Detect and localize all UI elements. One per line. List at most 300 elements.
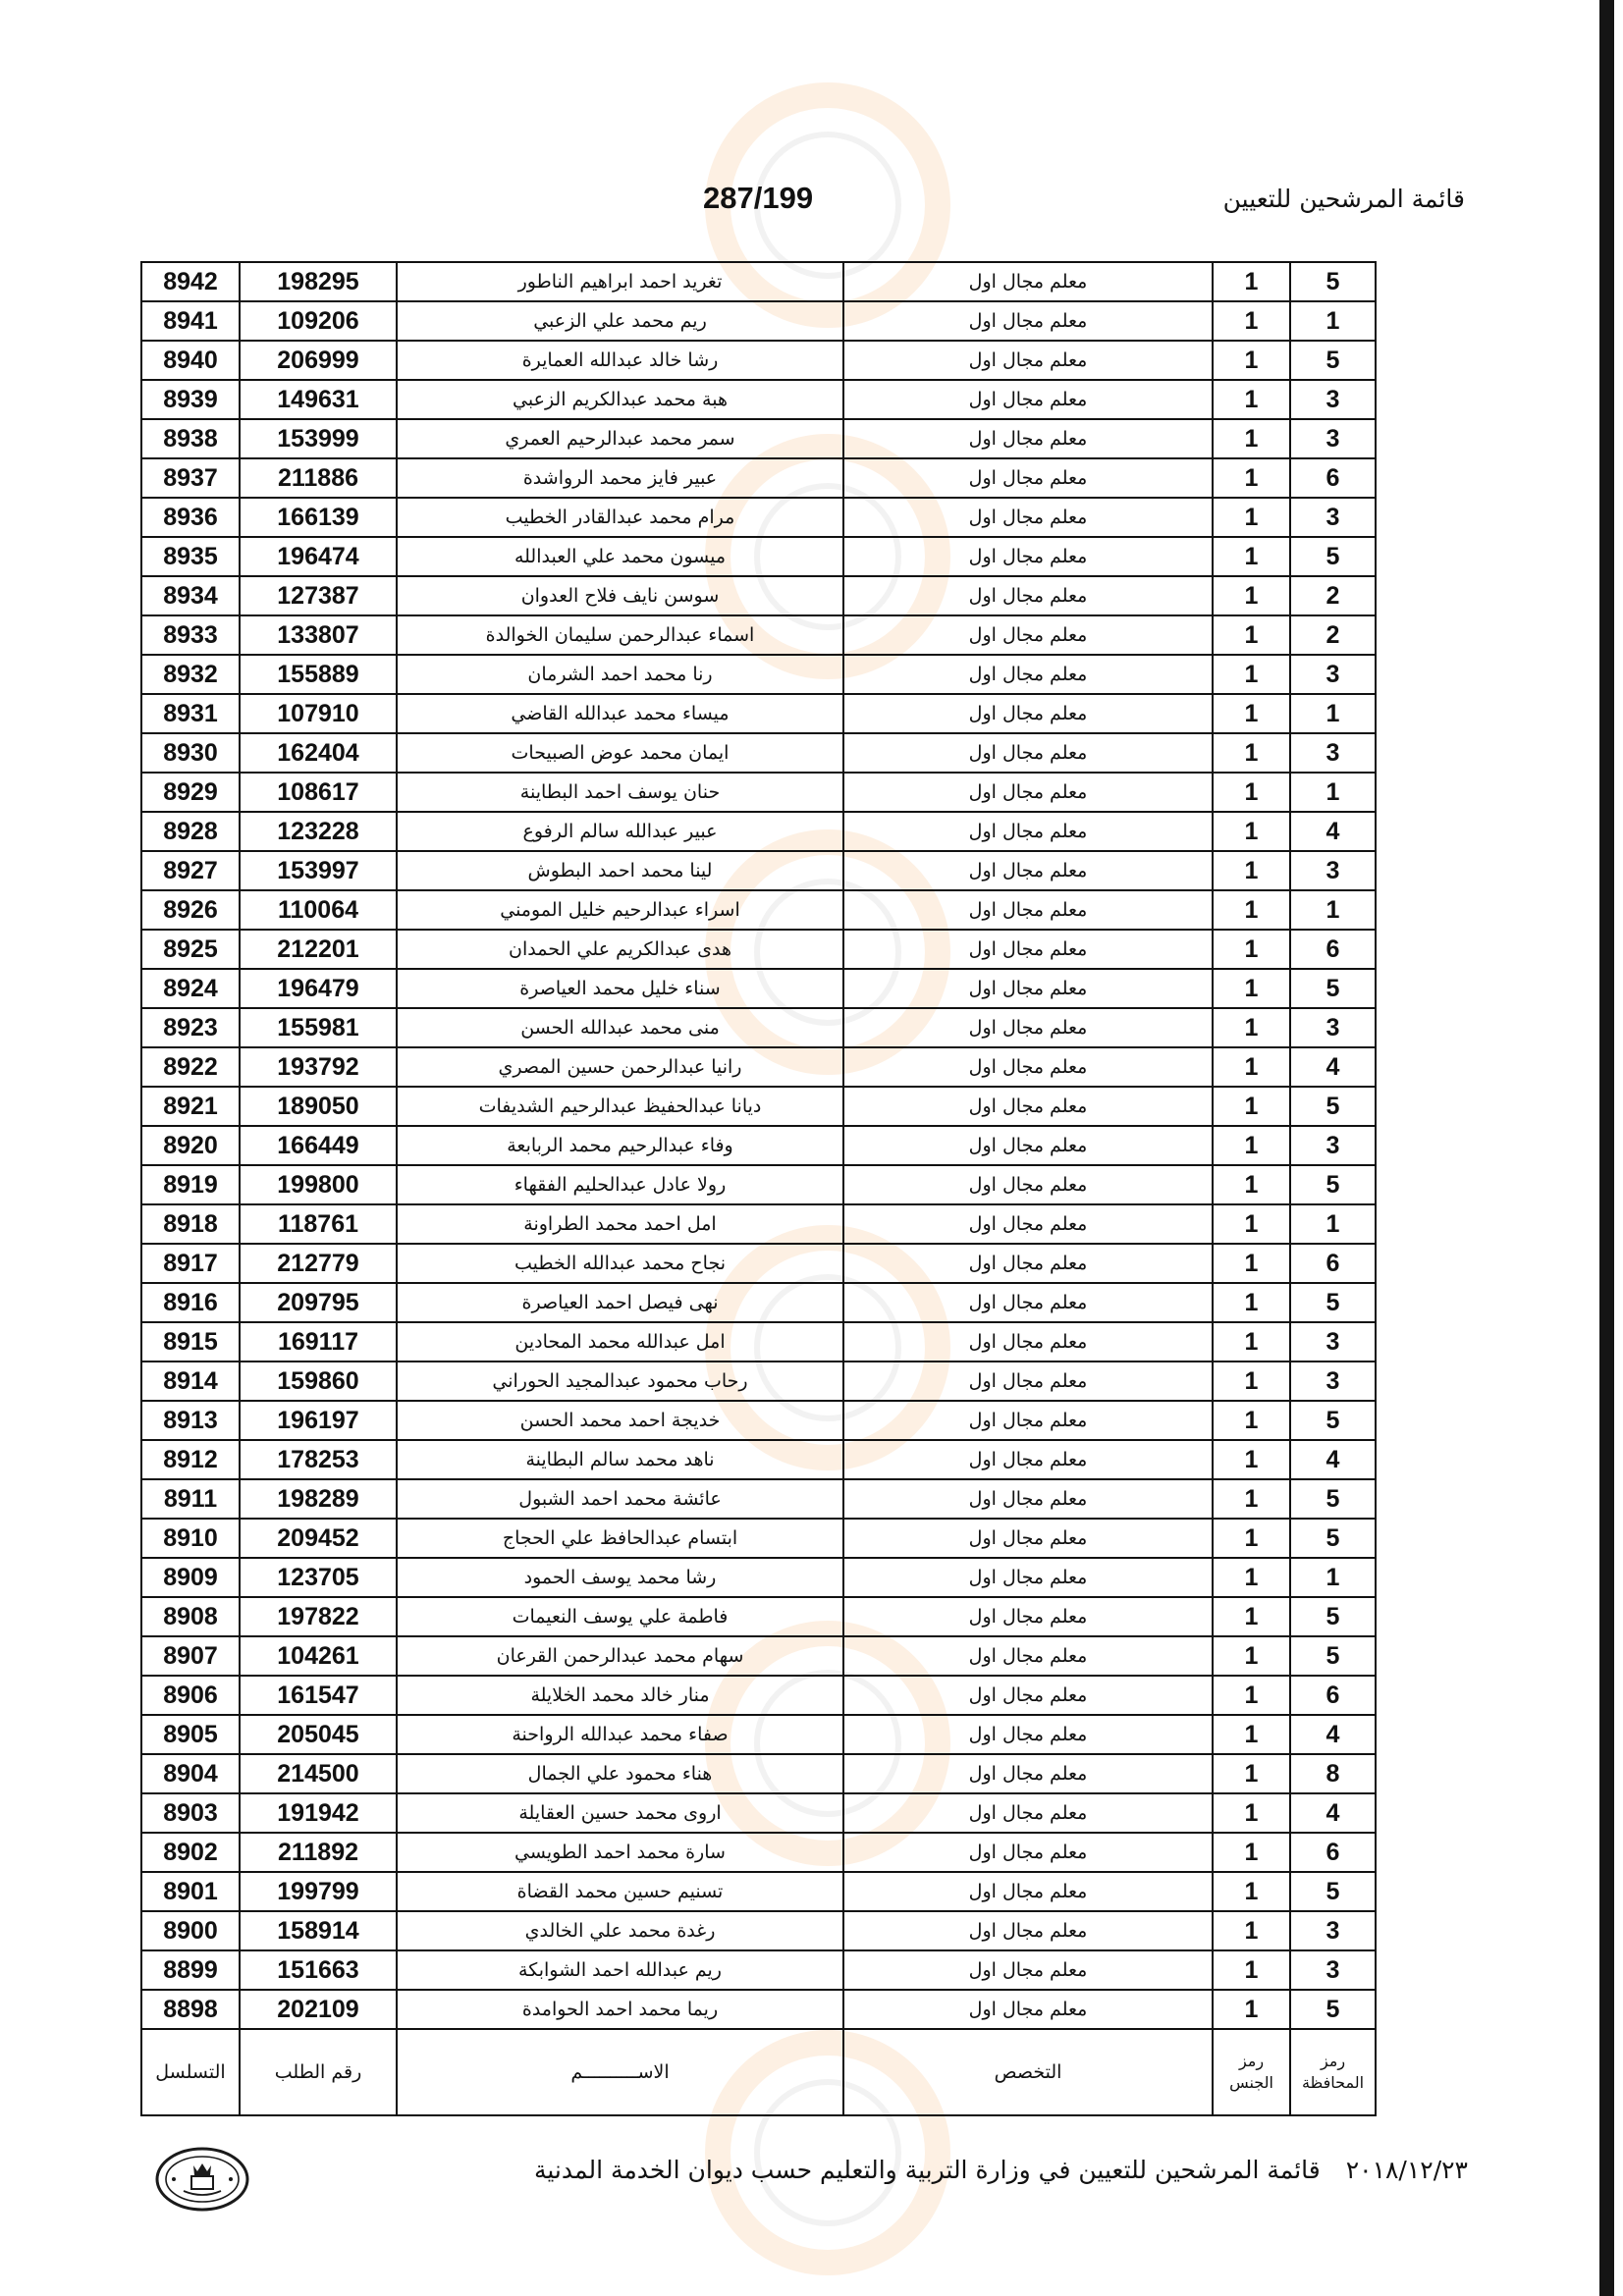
table-row [141, 1401, 1376, 1440]
gender-code-cell: 1 [1213, 1558, 1290, 1597]
name-cell: ريم عبدالله احمد الشوابكة [397, 1950, 843, 1990]
table-row [141, 1793, 1376, 1833]
table-row [141, 1636, 1376, 1676]
application-number-cell: 196474 [240, 537, 397, 576]
name-cell: ميساء محمد عبدالله القاضي [397, 694, 843, 733]
gender-code-cell: 1 [1213, 1244, 1290, 1283]
name-cell: اروى محمد حسين العقايلة [397, 1793, 843, 1833]
specialty-cell: معلم مجال اول [843, 773, 1213, 812]
table-row [141, 773, 1376, 812]
governorate-code-cell: 4 [1290, 812, 1376, 851]
gender-code-cell: 1 [1213, 262, 1290, 301]
table-row [141, 1754, 1376, 1793]
specialty-cell: معلم مجال اول [843, 694, 1213, 733]
name-cell: ايمان محمد عوض الصبيحات [397, 733, 843, 773]
name-cell: امل عبدالله محمد المحادين [397, 1322, 843, 1362]
name-cell: ديانا عبدالحفيظ عبدالرحيم الشديفات [397, 1087, 843, 1126]
application-number-cell: 209795 [240, 1283, 397, 1322]
application-number-cell: 193792 [240, 1047, 397, 1087]
name-cell: هناء محمود علي الجمال [397, 1754, 843, 1793]
application-number-cell: 159860 [240, 1362, 397, 1401]
header-gender-code [1213, 2029, 1290, 2115]
governorate-code-cell: 3 [1290, 380, 1376, 419]
specialty-cell: معلم مجال اول [843, 1165, 1213, 1204]
name-cell: رنا محمد احمد الشرمان [397, 655, 843, 694]
seq-cell: 8937 [141, 458, 240, 498]
table-row [141, 615, 1376, 655]
application-number-cell: 149631 [240, 380, 397, 419]
gender-code-cell: 1 [1213, 1322, 1290, 1362]
table-row [141, 301, 1376, 341]
table-row [141, 262, 1376, 301]
seq-cell: 8899 [141, 1950, 240, 1990]
application-number-cell: 214500 [240, 1754, 397, 1793]
gender-code-cell: 1 [1213, 969, 1290, 1008]
specialty-cell: معلم مجال اول [843, 1715, 1213, 1754]
table-row [141, 969, 1376, 1008]
governorate-code-cell: 2 [1290, 615, 1376, 655]
seq-cell: 8926 [141, 890, 240, 930]
specialty-cell: معلم مجال اول [843, 812, 1213, 851]
seq-cell: 8928 [141, 812, 240, 851]
governorate-code-cell: 2 [1290, 576, 1376, 615]
application-number-cell: 209452 [240, 1519, 397, 1558]
name-cell: صفاء محمد عبدالله الرواحنة [397, 1715, 843, 1754]
name-cell: رولا عادل عبدالحليم الفقهاء [397, 1165, 843, 1204]
name-cell: ميسون محمد علي العبدالله [397, 537, 843, 576]
name-cell: خديجة احمد محمد الحسن [397, 1401, 843, 1440]
seq-cell: 8901 [141, 1872, 240, 1911]
seq-cell: 8908 [141, 1597, 240, 1636]
table-row [141, 1990, 1376, 2029]
application-number-cell: 155981 [240, 1008, 397, 1047]
specialty-cell: معلم مجال اول [843, 576, 1213, 615]
table-row [141, 812, 1376, 851]
application-number-cell: 199799 [240, 1872, 397, 1911]
header-governorate-code [1290, 2029, 1376, 2115]
table-row [141, 1322, 1376, 1362]
application-number-cell: 158914 [240, 1911, 397, 1950]
application-number-cell: 123228 [240, 812, 397, 851]
seq-cell: 8917 [141, 1244, 240, 1283]
specialty-cell: معلم مجال اول [843, 890, 1213, 930]
footer-date: ٢٠١٨/١٢/٢٣ [1345, 2156, 1468, 2184]
table-row [141, 1950, 1376, 1990]
table-row [141, 1558, 1376, 1597]
seq-cell: 8915 [141, 1322, 240, 1362]
name-cell: رشا محمد يوسف الحمود [397, 1558, 843, 1597]
specialty-cell: معلم مجال اول [843, 1479, 1213, 1519]
specialty-cell: معلم مجال اول [843, 1833, 1213, 1872]
gender-code-cell: 1 [1213, 890, 1290, 930]
name-cell: اسماء عبدالرحمن سليمان الخوالدة [397, 615, 843, 655]
gender-code-cell: 1 [1213, 655, 1290, 694]
governorate-code-cell: 3 [1290, 498, 1376, 537]
application-number-cell: 199800 [240, 1165, 397, 1204]
gender-code-cell: 1 [1213, 458, 1290, 498]
name-cell: عبير عبدالله سالم الرفوع [397, 812, 843, 851]
gender-code-cell: 1 [1213, 1950, 1290, 1990]
seq-cell: 8910 [141, 1519, 240, 1558]
specialty-cell: معلم مجال اول [843, 1322, 1213, 1362]
application-number-cell: 162404 [240, 733, 397, 773]
specialty-cell: معلم مجال اول [843, 1793, 1213, 1833]
table-row [141, 1283, 1376, 1322]
header-application-number: رقم الطلب [240, 2029, 397, 2115]
footer-text: قائمة المرشحين للتعيين في وزارة التربية والتعليم حسب ديوان الخدمة المدنية [533, 2156, 1321, 2184]
header-row [141, 2029, 1376, 2115]
application-number-cell: 178253 [240, 1440, 397, 1479]
gender-code-cell: 1 [1213, 1479, 1290, 1519]
table-row [141, 1440, 1376, 1479]
governorate-code-cell: 3 [1290, 1911, 1376, 1950]
specialty-cell: معلم مجال اول [843, 1362, 1213, 1401]
specialty-cell: معلم مجال اول [843, 1087, 1213, 1126]
gender-code-cell: 1 [1213, 930, 1290, 969]
page-number: 287/199 [703, 181, 814, 215]
gender-code-cell: 1 [1213, 773, 1290, 812]
table-row [141, 1519, 1376, 1558]
governorate-code-cell: 6 [1290, 1676, 1376, 1715]
application-number-cell: 197822 [240, 1597, 397, 1636]
gender-code-cell: 1 [1213, 1126, 1290, 1165]
header-specialty: التخصص [843, 2029, 1213, 2115]
specialty-cell: معلم مجال اول [843, 655, 1213, 694]
table-row [141, 1362, 1376, 1401]
name-cell: اسراء عبدالرحيم خليل المومني [397, 890, 843, 930]
table-row [141, 694, 1376, 733]
gender-code-cell: 1 [1213, 1047, 1290, 1087]
application-number-cell: 198289 [240, 1479, 397, 1519]
table-row [141, 733, 1376, 773]
gender-code-cell: 1 [1213, 1401, 1290, 1440]
governorate-code-cell: 4 [1290, 1793, 1376, 1833]
table-row [141, 576, 1376, 615]
name-cell: هدى عبدالكريم علي الحمدان [397, 930, 843, 969]
seq-cell: 8930 [141, 733, 240, 773]
governorate-code-cell: 6 [1290, 1244, 1376, 1283]
gender-code-cell: 1 [1213, 1362, 1290, 1401]
name-cell: سهام محمد عبدالرحمن القرعان [397, 1636, 843, 1676]
table-row [141, 1008, 1376, 1047]
specialty-cell: معلم مجال اول [843, 1047, 1213, 1087]
governorate-code-cell: 1 [1290, 890, 1376, 930]
table-row [141, 890, 1376, 930]
gender-code-cell: 1 [1213, 419, 1290, 458]
governorate-code-cell: 5 [1290, 1872, 1376, 1911]
specialty-cell: معلم مجال اول [843, 615, 1213, 655]
name-cell: رانيا عبدالرحمن حسين المصري [397, 1047, 843, 1087]
seq-cell: 8902 [141, 1833, 240, 1872]
application-number-cell: 211886 [240, 458, 397, 498]
gender-code-cell: 1 [1213, 733, 1290, 773]
table-row [141, 458, 1376, 498]
specialty-cell: معلم مجال اول [843, 262, 1213, 301]
gender-code-cell: 1 [1213, 812, 1290, 851]
seq-cell: 8898 [141, 1990, 240, 2029]
seq-cell: 8941 [141, 301, 240, 341]
governorate-code-cell: 3 [1290, 1362, 1376, 1401]
name-cell: منى محمد عبدالله الحسن [397, 1008, 843, 1047]
specialty-cell: معلم مجال اول [843, 1676, 1213, 1715]
header-governorate-line2: المحافظة [1301, 2073, 1365, 2092]
seq-cell: 8909 [141, 1558, 240, 1597]
gender-code-cell: 1 [1213, 1204, 1290, 1244]
specialty-cell: معلم مجال اول [843, 1440, 1213, 1479]
seq-cell: 8919 [141, 1165, 240, 1204]
application-number-cell: 191942 [240, 1793, 397, 1833]
header-seq: التسلسل [141, 2029, 240, 2115]
table-row [141, 655, 1376, 694]
name-cell: نهى فيصل احمد العياصرة [397, 1283, 843, 1322]
specialty-cell: معلم مجال اول [843, 1950, 1213, 1990]
seq-cell: 8912 [141, 1440, 240, 1479]
specialty-cell: معلم مجال اول [843, 969, 1213, 1008]
name-cell: لينا محمد احمد البطوش [397, 851, 843, 890]
governorate-code-cell: 6 [1290, 1833, 1376, 1872]
governorate-code-cell: 5 [1290, 1165, 1376, 1204]
table-row [141, 419, 1376, 458]
gender-code-cell: 1 [1213, 1440, 1290, 1479]
gender-code-cell: 1 [1213, 1597, 1290, 1636]
seq-cell: 8929 [141, 773, 240, 812]
application-number-cell: 202109 [240, 1990, 397, 2029]
governorate-code-cell: 3 [1290, 1008, 1376, 1047]
governorate-code-cell: 5 [1290, 341, 1376, 380]
governorate-code-cell: 3 [1290, 1322, 1376, 1362]
application-number-cell: 155889 [240, 655, 397, 694]
governorate-code-cell: 5 [1290, 1401, 1376, 1440]
gender-code-cell: 1 [1213, 1833, 1290, 1872]
gender-code-cell: 1 [1213, 851, 1290, 890]
application-number-cell: 212779 [240, 1244, 397, 1283]
seq-cell: 8905 [141, 1715, 240, 1754]
seq-cell: 8921 [141, 1087, 240, 1126]
governorate-code-cell: 3 [1290, 733, 1376, 773]
gender-code-cell: 1 [1213, 1636, 1290, 1676]
specialty-cell: معلم مجال اول [843, 1283, 1213, 1322]
gender-code-cell: 1 [1213, 1990, 1290, 2029]
application-number-cell: 196197 [240, 1401, 397, 1440]
specialty-cell: معلم مجال اول [843, 1244, 1213, 1283]
application-number-cell: 198295 [240, 262, 397, 301]
application-number-cell: 169117 [240, 1322, 397, 1362]
specialty-cell: معلم مجال اول [843, 380, 1213, 419]
name-cell: حنان يوسف احمد البطاينة [397, 773, 843, 812]
name-cell: نجاح محمد عبدالله الخطيب [397, 1244, 843, 1283]
gender-code-cell: 1 [1213, 1008, 1290, 1047]
table-row [141, 498, 1376, 537]
governorate-code-cell: 5 [1290, 1087, 1376, 1126]
seq-cell: 8936 [141, 498, 240, 537]
governorate-code-cell: 5 [1290, 1519, 1376, 1558]
name-cell: تسنيم حسين محمد القضاة [397, 1872, 843, 1911]
seq-cell: 8907 [141, 1636, 240, 1676]
governorate-code-cell: 5 [1290, 262, 1376, 301]
seq-cell: 8900 [141, 1911, 240, 1950]
table-row [141, 1676, 1376, 1715]
candidates-table [140, 261, 1377, 2116]
governorate-code-cell: 1 [1290, 1204, 1376, 1244]
table-row [141, 1911, 1376, 1950]
specialty-cell: معلم مجال اول [843, 1204, 1213, 1244]
application-number-cell: 211892 [240, 1833, 397, 1872]
specialty-cell: معلم مجال اول [843, 1636, 1213, 1676]
table-row [141, 930, 1376, 969]
name-cell: رشا خالد عبدالله العمايرة [397, 341, 843, 380]
application-number-cell: 196479 [240, 969, 397, 1008]
application-number-cell: 107910 [240, 694, 397, 733]
specialty-cell: معلم مجال اول [843, 733, 1213, 773]
name-cell: ناهد محمد سالم البطاينة [397, 1440, 843, 1479]
application-number-cell: 205045 [240, 1715, 397, 1754]
governorate-code-cell: 1 [1290, 301, 1376, 341]
gender-code-cell: 1 [1213, 341, 1290, 380]
application-number-cell: 166139 [240, 498, 397, 537]
name-cell: ابتسام عبدالحافظ علي الحجاج [397, 1519, 843, 1558]
gender-code-cell: 1 [1213, 694, 1290, 733]
seq-cell: 8922 [141, 1047, 240, 1087]
specialty-cell: معلم مجال اول [843, 341, 1213, 380]
seq-cell: 8913 [141, 1401, 240, 1440]
governorate-code-cell: 5 [1290, 969, 1376, 1008]
table-row [141, 341, 1376, 380]
application-number-cell: 104261 [240, 1636, 397, 1676]
name-cell: امل احمد محمد الطراونة [397, 1204, 843, 1244]
footer-line [265, 2156, 1468, 2184]
table-row [141, 1872, 1376, 1911]
table-body [141, 262, 1376, 2029]
governorate-code-cell: 4 [1290, 1440, 1376, 1479]
table-row [141, 1715, 1376, 1754]
governorate-code-cell: 3 [1290, 1126, 1376, 1165]
seq-cell: 8914 [141, 1362, 240, 1401]
application-number-cell: 153999 [240, 419, 397, 458]
header-governorate-line1: رمز [1320, 2052, 1346, 2070]
table-row [141, 1244, 1376, 1283]
header-gender-line2: الجنس [1229, 2073, 1273, 2092]
specialty-cell: معلم مجال اول [843, 1597, 1213, 1636]
governorate-code-cell: 5 [1290, 1990, 1376, 2029]
seq-cell: 8903 [141, 1793, 240, 1833]
table-row [141, 1833, 1376, 1872]
application-number-cell: 110064 [240, 890, 397, 930]
name-cell: مرام محمد عبدالقادر الخطيب [397, 498, 843, 537]
application-number-cell: 206999 [240, 341, 397, 380]
header-name: الاســــــــــم [397, 2029, 843, 2115]
name-cell: رحاب محمود عبدالمجيد الحوراني [397, 1362, 843, 1401]
name-cell: عبير فايز محمد الرواشدة [397, 458, 843, 498]
gender-code-cell: 1 [1213, 615, 1290, 655]
specialty-cell: معلم مجال اول [843, 301, 1213, 341]
specialty-cell: معلم مجال اول [843, 458, 1213, 498]
application-number-cell: 166449 [240, 1126, 397, 1165]
application-number-cell: 108617 [240, 773, 397, 812]
gender-code-cell: 1 [1213, 1793, 1290, 1833]
seq-cell: 8939 [141, 380, 240, 419]
name-cell: منار خالد محمد الخلايلة [397, 1676, 843, 1715]
application-number-cell: 127387 [240, 576, 397, 615]
name-cell: سناء خليل محمد العياصرة [397, 969, 843, 1008]
gender-code-cell: 1 [1213, 1715, 1290, 1754]
specialty-cell: معلم مجال اول [843, 1008, 1213, 1047]
name-cell: ريما محمد احمد الحوامدة [397, 1990, 843, 2029]
gender-code-cell: 1 [1213, 380, 1290, 419]
gender-code-cell: 1 [1213, 1872, 1290, 1911]
name-cell: ريم محمد علي الزعبي [397, 301, 843, 341]
governorate-code-cell: 1 [1290, 773, 1376, 812]
seq-cell: 8923 [141, 1008, 240, 1047]
governorate-code-cell: 4 [1290, 1715, 1376, 1754]
application-number-cell: 161547 [240, 1676, 397, 1715]
seq-cell: 8924 [141, 969, 240, 1008]
seq-cell: 8933 [141, 615, 240, 655]
document-title: قائمة المرشحين للتعيين [1222, 185, 1465, 213]
specialty-cell: معلم مجال اول [843, 1990, 1213, 2029]
governorate-code-cell: 6 [1290, 458, 1376, 498]
table-row [141, 1479, 1376, 1519]
seq-cell: 8935 [141, 537, 240, 576]
seq-cell: 8942 [141, 262, 240, 301]
seq-cell: 8931 [141, 694, 240, 733]
gender-code-cell: 1 [1213, 1911, 1290, 1950]
specialty-cell: معلم مجال اول [843, 1872, 1213, 1911]
governorate-code-cell: 5 [1290, 1479, 1376, 1519]
governorate-code-cell: 5 [1290, 1636, 1376, 1676]
table-row [141, 1047, 1376, 1087]
governorate-code-cell: 8 [1290, 1754, 1376, 1793]
name-cell: سارة محمد احمد الطويسي [397, 1833, 843, 1872]
name-cell: تغريد احمد ابراهيم الناطور [397, 262, 843, 301]
seq-cell: 8938 [141, 419, 240, 458]
governorate-code-cell: 3 [1290, 851, 1376, 890]
name-cell: سمر محمد عبدالرحيم العمري [397, 419, 843, 458]
table-row [141, 1087, 1376, 1126]
name-cell: هبة محمد عبدالكريم الزعبي [397, 380, 843, 419]
seq-cell: 8920 [141, 1126, 240, 1165]
name-cell: رغدة محمد علي الخالدي [397, 1911, 843, 1950]
table-row [141, 380, 1376, 419]
specialty-cell: معلم مجال اول [843, 1519, 1213, 1558]
specialty-cell: معلم مجال اول [843, 1911, 1213, 1950]
specialty-cell: معلم مجال اول [843, 1558, 1213, 1597]
table-header [141, 2029, 1376, 2115]
gender-code-cell: 1 [1213, 1754, 1290, 1793]
gender-code-cell: 1 [1213, 1519, 1290, 1558]
application-number-cell: 118761 [240, 1204, 397, 1244]
gender-code-cell: 1 [1213, 1087, 1290, 1126]
governorate-code-cell: 1 [1290, 1558, 1376, 1597]
header-gender-line1: رمز [1238, 2052, 1265, 2070]
gender-code-cell: 1 [1213, 1165, 1290, 1204]
governorate-code-cell: 5 [1290, 1283, 1376, 1322]
specialty-cell: معلم مجال اول [843, 1754, 1213, 1793]
application-number-cell: 151663 [240, 1950, 397, 1990]
gender-code-cell: 1 [1213, 537, 1290, 576]
seq-cell: 8911 [141, 1479, 240, 1519]
seq-cell: 8906 [141, 1676, 240, 1715]
name-cell: عائشة محمد احمد الشبول [397, 1479, 843, 1519]
governorate-code-cell: 5 [1290, 1597, 1376, 1636]
table-row [141, 537, 1376, 576]
governorate-code-cell: 5 [1290, 537, 1376, 576]
governorate-code-cell: 6 [1290, 930, 1376, 969]
specialty-cell: معلم مجال اول [843, 1126, 1213, 1165]
name-cell: وفاء عبدالرحيم محمد الربابعة [397, 1126, 843, 1165]
table-row [141, 1126, 1376, 1165]
gender-code-cell: 1 [1213, 1676, 1290, 1715]
gender-code-cell: 1 [1213, 576, 1290, 615]
